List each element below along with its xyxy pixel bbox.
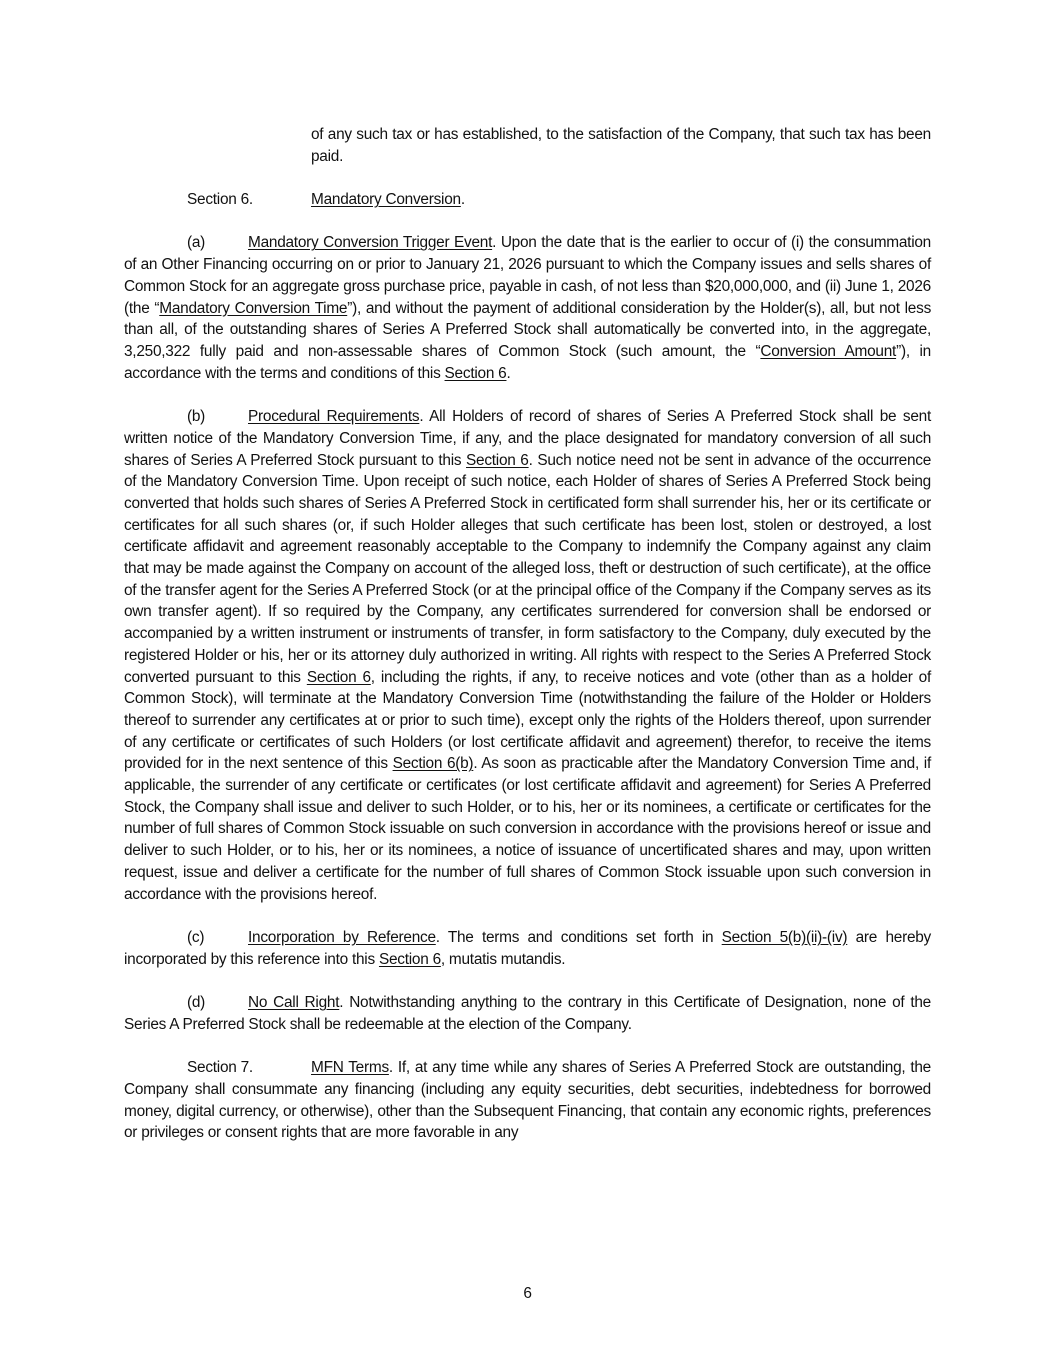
underlined-reference: Section 6: [378, 950, 441, 968]
underlined-reference: Mandatory Conversion Time: [159, 299, 348, 317]
section-paragraph: [124, 189, 931, 211]
body-text: of any such tax or has established, to the satisfaction of the Company, that such tax has been paid.: [311, 126, 931, 165]
body-text: .: [460, 191, 465, 209]
body-text: . Such notice need not be sent in advance of the occurrence of the Mandatory Conversion Time. Upon receipt of such notice, each Holder of shares of Series A Preferred Stock being converted that holds such shares of Series A Preferred Stock in certificated form shall surrender his, her or its certificate or certificates for all such shares (or, if such Holder alleges that such certificate has been lost, stolen or destroyed, a lost certificate affidavit and agreement reasonably acceptable to the Company to indemnify the Company against any claim that may be made against the Company on account of the alleged loss, theft or destruction of such certificate), at the office of the transfer agent for the Series A Preferred Stock (or at the principal office of the Company if the Company serves as its own transfer agent). If so required by the Company, any certificates surrendered for conversion shall be endorsed or accompanied by a written instrument or instruments of transfer, in form satisfactory to the Company, duly executed by the registered Holder or his, her or its attorney duly authorized in writing. All rights with respect to the Series A Preferred Stock converted pursuant to this: [124, 451, 932, 686]
body-text: ”), and without the payment of additional consideration by the Holder(s), all, but not less than all, of the outstanding shares of Series A Preferred Stock shall automatically be converted into, in the aggregate, 3,250,322 fully paid and non-assessable shares of Common Stock (such amount, the “: [124, 299, 932, 360]
body-text: , including the rights, if any, to receive notices and vote (other than as a holder of Common Stock), will terminate at the Mandatory Conversion Time (notwithstanding the failure of the Holder or Holders thereof to surrender any certificates at or prior to such time), except only the rights of the Holders thereof, upon surrender of any certificate or certificates of such Holders (or lost certificate affidavit and agreement) therefor, to receive the items provided for in the next sentence of this: [124, 668, 931, 773]
body-text: . Upon the date that is the earlier to occur of (i) the consummation of an Other Financing occurring on or prior to January 21, 2026 pursuant to which the Company issues and sells shares of Common Stock for an aggregate gross purchase price, payable in cash, of not less than $20,000,000, and (ii) June 1, 2026 (the “: [124, 234, 931, 317]
section-paragraph: [124, 1057, 931, 1144]
subsection-paragraph: [124, 992, 931, 1035]
paragraph-label: Section 7.: [187, 1059, 253, 1077]
underlined-reference: Conversion Amount: [760, 343, 897, 360]
subsection-paragraph: [124, 927, 931, 970]
underlined-reference: Mandatory Conversion: [311, 191, 461, 209]
underlined-reference: Section 6: [466, 451, 529, 469]
underlined-reference: Incorporation by Reference: [248, 928, 436, 946]
body-text: are hereby incorporated by this reference into this: [124, 928, 932, 968]
underlined-reference: Section 5(b)(ii)-(iv): [721, 928, 848, 946]
subsection-paragraph: [124, 232, 931, 384]
paragraph-label: (a): [187, 234, 206, 252]
continuation-paragraph: [124, 124, 931, 167]
subsection-paragraph: [124, 406, 931, 905]
paragraph-label: Section 6.: [187, 191, 253, 209]
underlined-reference: Section 6: [306, 668, 371, 686]
document-body: [124, 124, 931, 1166]
body-text: , mutatis mutandis.: [440, 950, 566, 968]
underlined-reference: Procedural Requirements: [248, 408, 420, 426]
paragraph-label: (d): [187, 994, 206, 1012]
body-text: . Notwithstanding anything to the contrary in this Certificate of Designation, none of the Series A Preferred Stock shall be redeemable at the election of the Company.: [124, 994, 931, 1033]
underlined-reference: Section 6(b): [392, 755, 474, 773]
body-text: ”), in accordance with the terms and conditions of this: [124, 343, 931, 382]
underlined-reference: MFN Terms: [311, 1059, 389, 1077]
body-text: . If, at any time while any shares of Series A Preferred Stock are outstanding, the Company shall consummate any financing (including any equity securities, debt securities, indebtedness for borrowed money, digital currency, or otherwise), other than the Subsequent Financing, that contain any economic rights, preferences or privileges or consent rights that are more favorable in any: [124, 1059, 931, 1142]
paragraph-label: (c): [187, 928, 205, 946]
body-text: . The terms and conditions set forth in: [435, 928, 722, 946]
page-number: 6: [523, 1285, 532, 1302]
body-text: . As soon as practicable after the Mandatory Conversion Time and, if applicable, the surrender of any certificate or certificates (or lost certificate affidavit and agreement) for Series A Preferred Stock, the Company shall issue and deliver to such Holder, or to his, her or its nominees, a certificate or certificates for the number of full shares of Common Stock issuable on such conversion in accordance with the provisions hereof or issue and deliver to such Holder, or to his, her or its nominees, a notice of issuance of uncertificated shares and may, upon written request, issue and deliver a certificate for the number of full shares of Common Stock issuable upon such conversion in accordance with the provisions hereof.: [124, 755, 931, 903]
paragraph-label: (b): [187, 408, 206, 426]
underlined-reference: No Call Right: [248, 994, 340, 1012]
underlined-reference: Section 6: [444, 364, 507, 382]
body-text: .: [506, 364, 511, 382]
underlined-reference: Mandatory Conversion Trigger Event: [248, 234, 493, 252]
body-text: . All Holders of record of shares of Series A Preferred Stock shall be sent written notice of the Mandatory Conversion Time, if any, and the place designated for mandatory conversion of all such shares of Series A Preferred Stock pursuant to this: [124, 408, 932, 469]
